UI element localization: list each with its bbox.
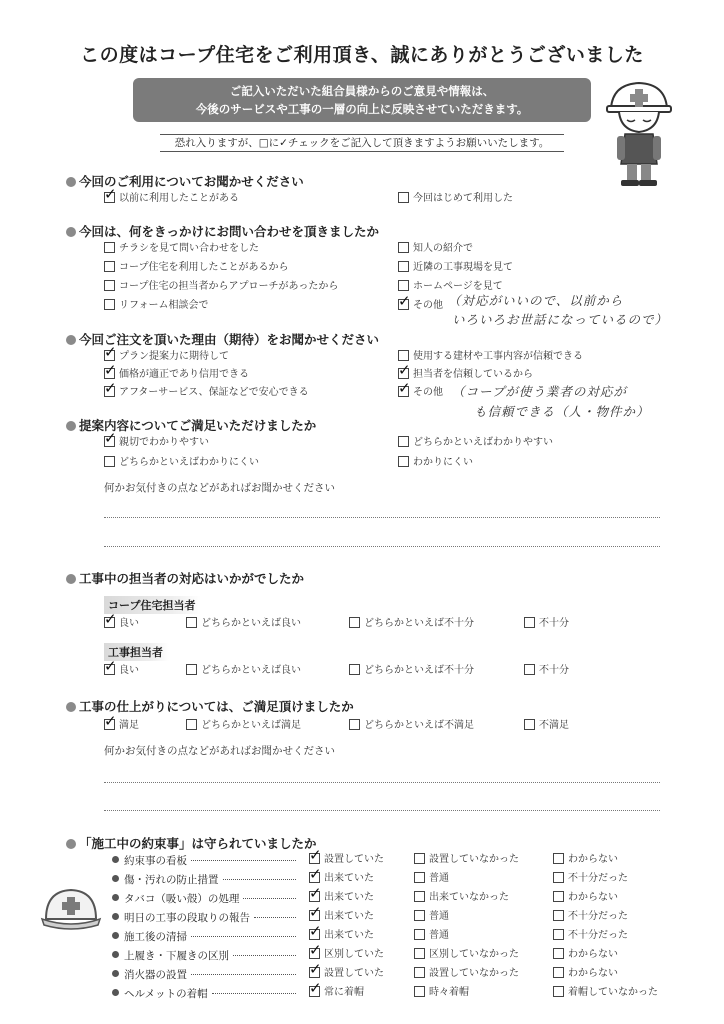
bullet-icon <box>66 574 76 584</box>
leader-dots <box>254 917 296 918</box>
checklist-item <box>112 986 302 1001</box>
checkbox-option[interactable]: 普通 <box>414 929 449 943</box>
checkbox-icon[interactable] <box>309 986 320 997</box>
checkbox-option[interactable]: 普通 <box>414 910 449 924</box>
checkbox-icon[interactable] <box>349 617 360 628</box>
checkbox-option[interactable]: どちらかといえば不十分 <box>349 617 474 631</box>
checkbox-option[interactable]: 不満足 <box>524 719 569 733</box>
section-q1-title: 今回のご利用についてお聞かせください <box>66 172 304 190</box>
bullet-icon <box>112 970 119 977</box>
comment-line[interactable] <box>104 517 660 518</box>
section-q5-title: 工事中の担当者の対応はいかがでしたか <box>66 569 304 587</box>
leader-dots <box>191 860 296 861</box>
section-q6-title: 工事の仕上がりについては、ご満足頂けましたか <box>66 697 354 715</box>
checkbox-option[interactable]: 不十分 <box>524 617 569 631</box>
checkbox-option[interactable]: どちらかといえば良い <box>186 617 301 631</box>
leader-dots <box>223 879 296 880</box>
checkbox-icon[interactable] <box>414 967 425 978</box>
checkbox-icon[interactable] <box>553 853 564 864</box>
checkbox-icon[interactable] <box>104 299 115 310</box>
checkbox-icon[interactable] <box>553 948 564 959</box>
checkbox-icon[interactable] <box>524 719 535 730</box>
checkbox-icon[interactable] <box>104 719 115 730</box>
checkbox-option[interactable]: わからない <box>553 967 618 981</box>
banner-line-2: 今後のサービスや工事の一層の向上に反映させていただきます。 <box>195 102 529 116</box>
checkbox-option[interactable]: リフォーム相談会で <box>104 299 209 313</box>
checkbox-icon[interactable] <box>398 280 409 291</box>
checkbox-option[interactable]: どちらかといえば不十分 <box>349 664 474 678</box>
checkbox-option[interactable]: 設置していなかった <box>414 967 519 981</box>
checkbox-option[interactable]: 設置していなかった <box>414 853 519 867</box>
check-request-note: 恐れ入りますが、□に✓チェックをご記入して頂きますようお願いいたします。 <box>160 134 564 152</box>
checkbox-option[interactable]: ✓ 出来ていた <box>309 872 374 886</box>
checkbox-option[interactable]: コープ住宅の担当者からアプローチがあったから <box>104 280 338 294</box>
checklist-item <box>112 948 302 963</box>
checkbox-icon[interactable] <box>186 719 197 730</box>
subgroup-label: コープ住宅担当者 <box>104 596 201 614</box>
checkbox-icon[interactable] <box>309 910 320 921</box>
helmet-illustration <box>40 885 102 933</box>
checkbox-icon[interactable] <box>309 891 320 902</box>
checkbox-option[interactable]: ✓満足 <box>104 719 139 733</box>
checkbox-icon[interactable] <box>104 368 115 379</box>
checklist-item <box>112 967 302 982</box>
checkbox-icon[interactable] <box>524 664 535 675</box>
checkbox-icon[interactable] <box>309 948 320 959</box>
checklist-item <box>112 910 302 925</box>
banner-line-1: ご記入いただいた組合員様からのご意見や情報は、 <box>229 84 495 98</box>
bullet-icon <box>66 839 76 849</box>
comment-line[interactable] <box>104 546 660 547</box>
checkbox-icon[interactable] <box>398 350 409 361</box>
checklist-item-label: 約束事の看板 <box>124 855 187 867</box>
leader-dots <box>191 936 296 937</box>
checkbox-option[interactable]: ✓ 設置していた <box>309 853 384 867</box>
checkbox-option[interactable]: 近隣の工事現場を見て <box>398 261 513 275</box>
checkbox-option[interactable]: 不十分だった <box>553 872 628 886</box>
bowing-worker-illustration <box>603 78 675 190</box>
subgroup-label: 工事担当者 <box>104 643 169 661</box>
checkbox-icon[interactable] <box>104 242 115 253</box>
checkbox-icon[interactable] <box>414 929 425 940</box>
checklist-item <box>112 891 302 906</box>
checkbox-icon[interactable] <box>414 891 425 902</box>
checkbox-option[interactable]: ✓ 常に着帽 <box>309 986 364 1000</box>
checklist-item <box>112 872 302 887</box>
handwritten-comment: （コープが使う業者の対応が <box>452 384 627 399</box>
section-q3-title: 今回ご注文を頂いた理由（期待）をお聞かせください <box>66 330 379 348</box>
checkbox-option[interactable]: ✓以前に利用したことがある <box>104 192 239 206</box>
checkbox-option[interactable]: 不十分だった <box>553 929 628 943</box>
checkbox-icon[interactable] <box>309 872 320 883</box>
checklist-item-label: 消火器の設置 <box>124 969 187 981</box>
bullet-icon <box>112 932 119 939</box>
checkbox-option[interactable]: コープ住宅を利用したことがあるから <box>104 261 289 275</box>
checkbox-icon[interactable] <box>104 617 115 628</box>
checkbox-icon[interactable] <box>104 280 115 291</box>
handwritten-comment: いろいろお世話になっているので） <box>452 312 669 327</box>
bullet-icon <box>112 989 119 996</box>
checkbox-option[interactable]: どちらかといえばわかりやすい <box>398 436 553 450</box>
checkbox-icon[interactable] <box>398 299 409 310</box>
checkbox-icon[interactable] <box>309 929 320 940</box>
checklist-item <box>112 853 302 868</box>
checkbox-icon[interactable] <box>349 719 360 730</box>
checkbox-option[interactable]: ✓良い <box>104 664 139 678</box>
checkbox-option[interactable]: 時々着帽 <box>414 986 469 1000</box>
bullet-icon <box>66 702 76 712</box>
checkbox-option[interactable]: ✓アフターサービス、保証などで安心できる <box>104 386 309 400</box>
checkbox-icon[interactable] <box>398 242 409 253</box>
checkbox-icon[interactable] <box>414 872 425 883</box>
checkbox-icon[interactable] <box>104 386 115 397</box>
checkbox-icon[interactable] <box>414 986 425 997</box>
checkbox-icon[interactable] <box>398 456 409 467</box>
checklist-item-label: 傷・汚れの防止措置 <box>124 874 219 886</box>
checkbox-icon[interactable] <box>104 436 115 447</box>
checkbox-icon[interactable] <box>414 910 425 921</box>
checkbox-icon[interactable] <box>398 192 409 203</box>
checklist-item-label: 上履き・下履きの区別 <box>124 950 229 962</box>
bullet-icon <box>112 856 119 863</box>
checkbox-icon[interactable] <box>309 967 320 978</box>
info-banner <box>133 78 591 122</box>
checkbox-option[interactable]: どちらかといえば不満足 <box>349 719 474 733</box>
checkbox-option[interactable]: ✓良い <box>104 617 139 631</box>
checkbox-option[interactable]: わからない <box>553 891 618 905</box>
leader-dots <box>212 993 296 994</box>
checkbox-icon[interactable] <box>398 368 409 379</box>
checkbox-icon[interactable] <box>553 967 564 978</box>
handwritten-comment: （対応がいいので、以前から <box>448 293 624 308</box>
checklist-item-label: 明日の工事の段取りの報告 <box>124 912 250 924</box>
bullet-icon <box>112 875 119 882</box>
bullet-icon <box>112 951 119 958</box>
checkbox-icon[interactable] <box>398 386 409 397</box>
bullet-icon <box>66 335 76 345</box>
checkbox-option[interactable]: わからない <box>553 853 618 867</box>
checkbox-icon[interactable] <box>398 261 409 272</box>
checkbox-icon[interactable] <box>186 664 197 675</box>
bullet-icon <box>112 913 119 920</box>
section-q4-title: 提案内容についてご満足いただけましたか <box>66 416 316 434</box>
comment-line[interactable] <box>104 782 660 783</box>
checkbox-option[interactable]: どちらかといえば良い <box>186 664 301 678</box>
checklist-item-label: 施工後の清掃 <box>124 931 187 943</box>
checkbox-option[interactable]: ✓ 出来ていた <box>309 891 374 905</box>
checkbox-icon[interactable] <box>553 986 564 997</box>
checkbox-option[interactable]: 出来ていなかった <box>414 891 509 905</box>
checkbox-option[interactable]: 不十分だった <box>553 910 628 924</box>
checkbox-icon[interactable] <box>524 617 535 628</box>
checkbox-icon[interactable] <box>553 910 564 921</box>
checkbox-option[interactable]: ✓ 設置していた <box>309 967 384 981</box>
checkbox-option[interactable]: ✓その他 <box>398 386 443 400</box>
checkbox-option[interactable]: どちらかといえば満足 <box>186 719 301 733</box>
checkbox-icon[interactable] <box>349 664 360 675</box>
comment-prompt: 何かお気付きの点などがあればお聞かせください <box>104 482 335 494</box>
checklist-item-label: タバコ（吸い殻）の処理 <box>124 893 240 905</box>
checkbox-option[interactable]: 使用する建材や工事内容が信頼できる <box>398 350 583 364</box>
checklist-item-label: ヘルメットの着帽 <box>124 988 208 1000</box>
section-q2-title: 今回は、何をきっかけにお問い合わせを頂きましたか <box>66 222 379 240</box>
checkbox-icon[interactable] <box>309 853 320 864</box>
checkbox-icon[interactable] <box>104 192 115 203</box>
bullet-icon <box>66 177 76 187</box>
checkbox-icon[interactable] <box>104 261 115 272</box>
checkbox-option[interactable]: わからない <box>553 948 618 962</box>
comment-prompt: 何かお気付きの点などがあればお聞かせください <box>104 745 335 757</box>
checkbox-option[interactable]: ✓ 出来ていた <box>309 910 374 924</box>
checkbox-option[interactable]: 知人の紹介で <box>398 242 473 256</box>
checkbox-option[interactable]: 不十分 <box>524 664 569 678</box>
checkbox-option[interactable]: ✓担当者を信頼しているから <box>398 368 533 382</box>
handwritten-comment: も信頼できる（人・物件か） <box>474 404 650 419</box>
leader-dots <box>233 955 296 956</box>
checkbox-option[interactable]: どちらかといえばわかりにくい <box>104 456 259 470</box>
checkbox-option[interactable]: 普通 <box>414 872 449 886</box>
checkbox-option[interactable]: 区別していなかった <box>414 948 519 962</box>
leader-dots <box>243 898 296 899</box>
page-title: この度はコープ住宅をご利用頂き、誠にありがとうございました <box>80 44 644 66</box>
checkbox-option[interactable]: ✓その他 <box>398 299 443 313</box>
checkbox-icon[interactable] <box>553 872 564 883</box>
checkbox-option[interactable]: 今回はじめて利用した <box>398 192 513 206</box>
checklist-item <box>112 929 302 944</box>
checkbox-icon[interactable] <box>104 456 115 467</box>
checkbox-option[interactable]: ✓親切でわかりやすい <box>104 436 209 450</box>
checkbox-icon[interactable] <box>104 664 115 675</box>
checkbox-option[interactable]: わかりにくい <box>398 456 473 470</box>
checkbox-option[interactable]: 着帽していなかった <box>553 986 658 1000</box>
checkbox-option[interactable]: ✓プラン提案力に期待して <box>104 350 229 364</box>
checkbox-icon[interactable] <box>186 617 197 628</box>
section-q7-title: 「施工中の約束事」は守られていましたか <box>66 834 317 852</box>
checkbox-icon[interactable] <box>553 891 564 902</box>
checkbox-option[interactable]: ✓価格が適正であり信用できる <box>104 368 249 382</box>
checkbox-option[interactable]: ✓ 出来ていた <box>309 929 374 943</box>
checkbox-option[interactable]: ✓ 区別していた <box>309 948 384 962</box>
leader-dots <box>191 974 296 975</box>
checkbox-icon[interactable] <box>104 350 115 361</box>
comment-line[interactable] <box>104 810 660 811</box>
bullet-icon <box>66 227 76 237</box>
bullet-icon <box>112 894 119 901</box>
checkbox-icon[interactable] <box>414 853 425 864</box>
checkbox-option[interactable]: ホームページを見て <box>398 280 503 294</box>
bullet-icon <box>66 421 76 431</box>
checkbox-option[interactable]: チラシを見て問い合わせをした <box>104 242 259 256</box>
checkbox-icon[interactable] <box>398 436 409 447</box>
checkbox-icon[interactable] <box>414 948 425 959</box>
checkbox-icon[interactable] <box>553 929 564 940</box>
